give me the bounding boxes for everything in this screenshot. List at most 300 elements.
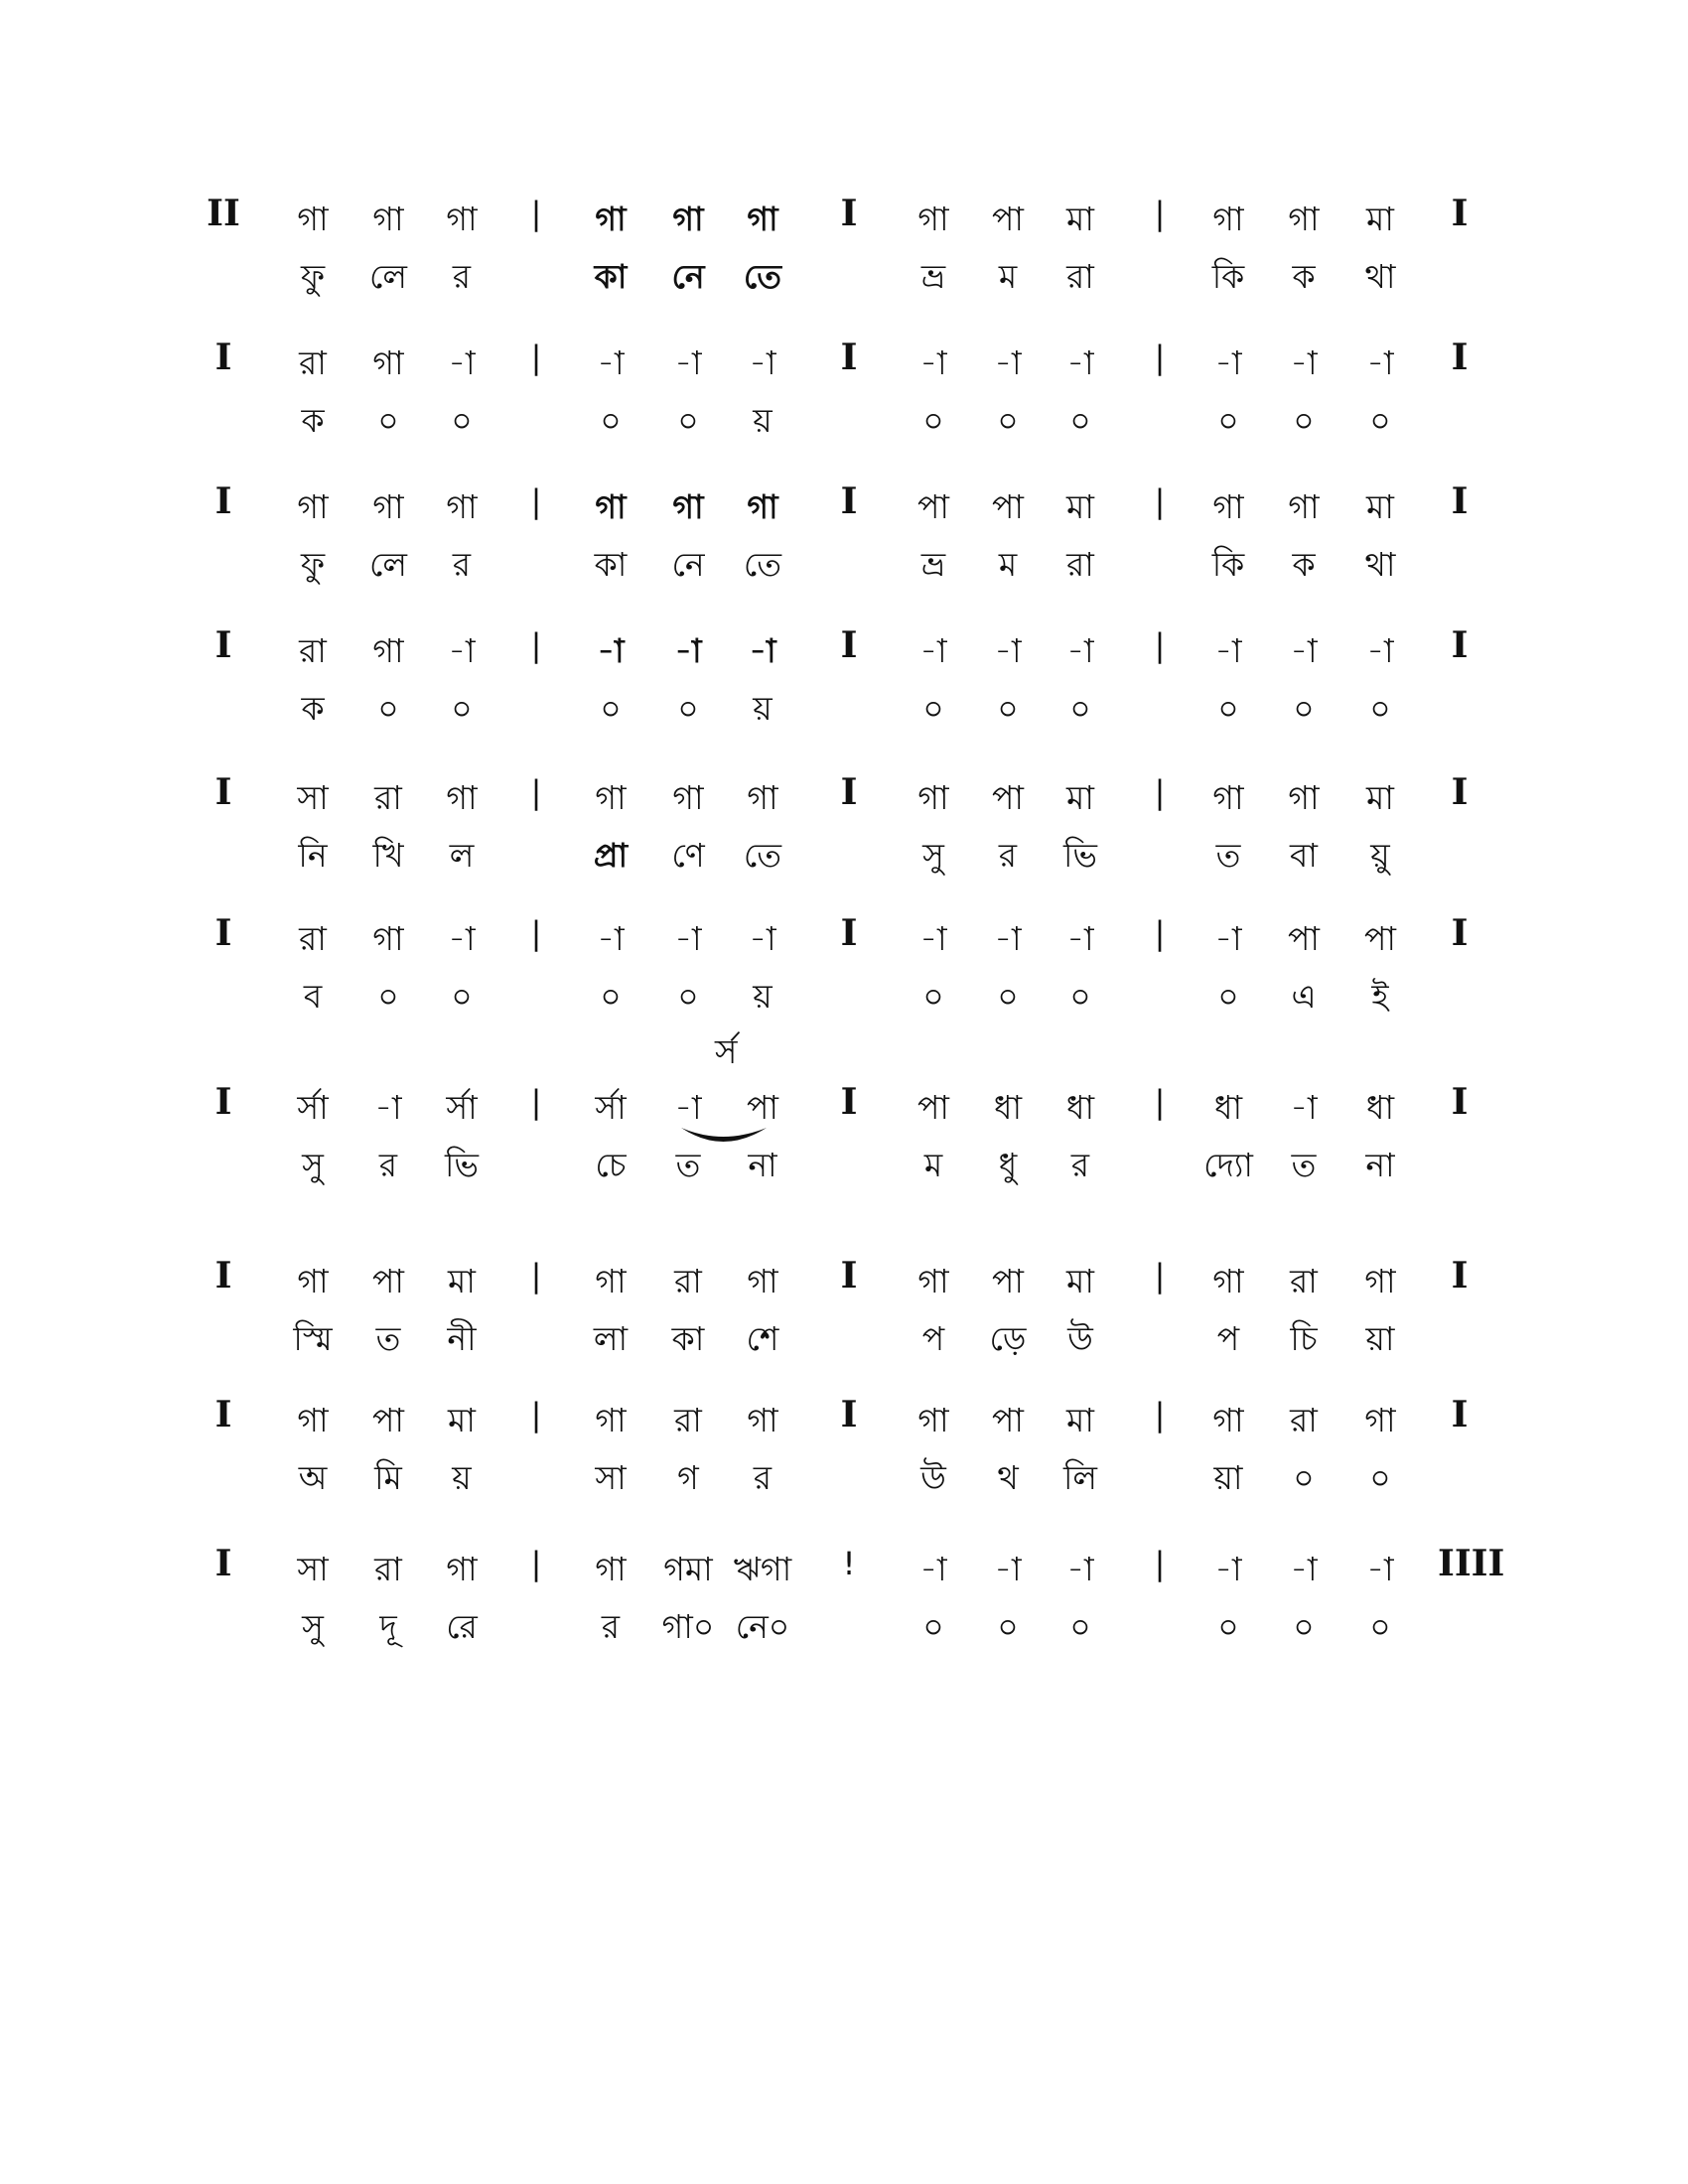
lyric-syllable: র <box>753 1458 773 1497</box>
lyric-syllable: তে <box>743 257 782 296</box>
swara-note: -া <box>597 919 625 958</box>
swara-note: -া <box>1066 1550 1094 1588</box>
bar-line-end: IIII <box>1438 1543 1505 1584</box>
swara-note: গা <box>917 1401 949 1439</box>
swara-note: গা <box>446 487 478 526</box>
bar-line-end: I <box>1451 1081 1469 1123</box>
lyric-syllable: য়া <box>1365 1319 1395 1358</box>
bar-line-barA: | <box>530 914 542 952</box>
lyric-syllable: প <box>921 1319 945 1358</box>
swara-note: -া <box>597 343 625 382</box>
lyric-syllable: ০ <box>1069 1607 1091 1646</box>
bar-line-barB: ! <box>842 1545 856 1582</box>
swara-note: ধা <box>1213 1088 1243 1127</box>
bar-line-barC: | <box>1154 1545 1166 1582</box>
lyric-syllable: ম <box>998 545 1018 584</box>
swara-note: র্সা <box>595 1088 627 1127</box>
swara-note: মা <box>448 1401 476 1439</box>
bar-line-barC: | <box>1154 339 1166 376</box>
lyric-syllable: ম <box>923 1146 943 1184</box>
bar-line-barC: | <box>1154 1083 1166 1121</box>
bar-line-end: I <box>1451 912 1469 954</box>
lyric-syllable: বা <box>1290 836 1318 875</box>
swara-note: পা <box>917 487 949 526</box>
swara-note: গা <box>446 778 478 817</box>
swara-note: গা <box>372 487 404 526</box>
swara-note: -া <box>994 343 1022 382</box>
swara-note: গা <box>1212 1262 1244 1300</box>
swara-note: গা <box>595 1401 627 1439</box>
lyric-syllable: ফু <box>300 257 326 296</box>
lyric-syllable: রে <box>446 1607 478 1646</box>
lyric-syllable: ০ <box>1217 401 1239 440</box>
lyric-syllable: ত <box>1215 836 1241 875</box>
swara-note: -া <box>674 343 702 382</box>
notation-line <box>0 1395 1688 1504</box>
bar-line-end: I <box>1451 337 1469 378</box>
swara-note: -া <box>674 919 702 958</box>
lyric-syllable: নে <box>671 257 705 296</box>
lyric-syllable: র <box>998 836 1018 875</box>
swara-note: -া <box>1214 631 1242 670</box>
lyric-syllable: ০ <box>922 689 944 728</box>
lyric-syllable: লে <box>369 545 407 584</box>
lyric-syllable: দূ <box>379 1607 397 1646</box>
swara-note: গা <box>917 1262 949 1300</box>
lyric-syllable: চি <box>1290 1319 1318 1358</box>
bar-line-start: I <box>214 1543 232 1584</box>
lyric-syllable: ০ <box>1293 1458 1315 1497</box>
swara-note: মা <box>1066 778 1094 817</box>
swara-note: ঋগা <box>733 1550 792 1588</box>
lyric-syllable: ভি <box>444 1146 480 1184</box>
swara-note: গা <box>747 487 778 526</box>
swara-note: গা <box>1364 1401 1396 1439</box>
lyric-syllable: লা <box>593 1319 629 1358</box>
lyric-syllable: নে <box>671 545 705 584</box>
lyric-syllable: ০ <box>1369 689 1391 728</box>
swara-note: রা <box>1290 1401 1318 1439</box>
swara-note: গা <box>747 200 778 238</box>
bar-line-barB: I <box>840 1255 858 1297</box>
swara-note: পা <box>917 1088 949 1127</box>
notation-line <box>0 913 1688 1023</box>
lyric-syllable: য়ু <box>1370 836 1390 875</box>
lyric-syllable: ০ <box>1369 401 1391 440</box>
swara-note: গা <box>297 200 329 238</box>
swara-note: রা <box>374 1550 402 1588</box>
notation-line <box>0 1032 1688 1191</box>
swara-note: পা <box>992 1401 1024 1439</box>
swara-note: র্সা <box>297 1088 329 1127</box>
lyric-syllable: গা০ <box>661 1607 715 1646</box>
lyric-syllable: ত <box>1291 1146 1317 1184</box>
lyric-syllable: ০ <box>377 977 399 1016</box>
slur-curve <box>681 1128 767 1142</box>
lyric-syllable: সু <box>922 836 944 875</box>
bar-line-barB: I <box>840 771 858 813</box>
swara-note: গা <box>595 1550 627 1588</box>
lyric-syllable: কা <box>671 1319 705 1358</box>
lyric-syllable: রা <box>1066 545 1094 584</box>
lyric-syllable: প <box>1216 1319 1240 1358</box>
lyric-syllable: ০ <box>600 689 622 728</box>
lyric-syllable: উ <box>1067 1319 1093 1358</box>
lyric-syllable: ফু <box>300 545 326 584</box>
lyric-syllable: প্রা <box>593 836 629 875</box>
lyric-syllable: ত <box>375 1319 401 1358</box>
notation-line <box>0 194 1688 303</box>
notation-line <box>0 338 1688 447</box>
swara-note: ধা <box>1065 1088 1095 1127</box>
swara-note: -া <box>994 631 1022 670</box>
lyric-syllable: ০ <box>377 689 399 728</box>
bar-line-barB: I <box>840 337 858 378</box>
swara-note: -া <box>919 1550 947 1588</box>
lyric-syllable: ০ <box>922 1607 944 1646</box>
lyric-syllable: এ <box>1291 977 1317 1016</box>
swara-note: পা <box>372 1262 404 1300</box>
lyric-syllable: মি <box>374 1458 402 1497</box>
lyric-syllable: ০ <box>1293 401 1315 440</box>
bar-line-end: I <box>1451 1255 1469 1297</box>
lyric-syllable: তে <box>743 545 782 584</box>
swara-note: গা <box>1364 1262 1396 1300</box>
bar-line-barA: | <box>530 339 542 376</box>
lyric-syllable: য়া <box>1213 1458 1243 1497</box>
lyric-syllable: ০ <box>677 689 699 728</box>
swara-note: গা <box>595 1262 627 1300</box>
lyric-syllable: ভি <box>1062 836 1098 875</box>
lyric-syllable: উ <box>920 1458 946 1497</box>
swara-note: গা <box>297 1262 329 1300</box>
swara-note: গা <box>595 778 627 817</box>
notation-line <box>0 772 1688 882</box>
lyric-syllable: ম <box>998 257 1018 296</box>
bar-line-barA: | <box>530 482 542 520</box>
lyric-syllable: ০ <box>997 1607 1019 1646</box>
swara-note: গা <box>1212 487 1244 526</box>
bar-line-barA: | <box>530 1545 542 1582</box>
swara-note: গা <box>917 778 949 817</box>
bar-line-barA: | <box>530 1083 542 1121</box>
bar-line-barA: | <box>530 1257 542 1295</box>
lyric-syllable: থা <box>1364 257 1396 296</box>
swara-note: গা <box>1288 487 1320 526</box>
lyric-syllable: ০ <box>451 977 473 1016</box>
notation-line <box>0 625 1688 735</box>
lyric-syllable: ০ <box>1369 1458 1391 1497</box>
bar-line-barA: | <box>530 195 542 232</box>
swara-note: -া <box>1066 631 1094 670</box>
bar-line-barB: I <box>840 912 858 954</box>
lyric-syllable: সু <box>302 1607 324 1646</box>
swara-note: -া <box>1366 1550 1394 1588</box>
lyric-syllable: ড়ে <box>989 1319 1027 1358</box>
swara-note: রা <box>299 343 327 382</box>
bar-line-barC: | <box>1154 482 1166 520</box>
swara-note: -া <box>749 919 776 958</box>
lyric-syllable: ভ্র <box>920 257 946 296</box>
swara-note: গা <box>747 1401 778 1439</box>
lyric-syllable: কি <box>1211 545 1245 584</box>
lyric-syllable: না <box>1365 1146 1395 1184</box>
swara-note: সা <box>297 778 329 817</box>
lyric-syllable: ০ <box>1069 401 1091 440</box>
lyric-syllable: ০ <box>451 689 473 728</box>
lyric-syllable: ০ <box>997 977 1019 1016</box>
lyric-syllable: ০ <box>1069 689 1091 728</box>
bar-line-barC: | <box>1154 195 1166 232</box>
swara-note: মা <box>1066 200 1094 238</box>
lyric-syllable: থা <box>1364 545 1396 584</box>
swara-note: মা <box>1066 487 1094 526</box>
swara-note: গা <box>1288 778 1320 817</box>
lyric-syllable: ধু <box>998 1146 1018 1184</box>
swara-note: গা <box>446 1550 478 1588</box>
lyric-syllable: সু <box>302 1146 324 1184</box>
swara-note: পা <box>372 1401 404 1439</box>
bar-line-start: I <box>214 771 232 813</box>
lyric-syllable: ০ <box>1293 689 1315 728</box>
lyric-syllable: ০ <box>677 401 699 440</box>
swara-note: পা <box>1288 919 1320 958</box>
lyric-syllable: য় <box>753 689 773 728</box>
lyric-syllable: ০ <box>677 977 699 1016</box>
bar-line-start: I <box>214 480 232 522</box>
swara-note: -া <box>448 343 476 382</box>
lyric-syllable: ০ <box>1069 977 1091 1016</box>
lyric-syllable: ০ <box>922 977 944 1016</box>
swara-note: -া <box>1214 919 1242 958</box>
lyric-syllable: ক <box>1292 545 1316 584</box>
bar-line-barC: | <box>1154 1396 1166 1433</box>
swara-note: রা <box>299 919 327 958</box>
lyric-syllable: কি <box>1211 257 1245 296</box>
bar-line-end: I <box>1451 193 1469 234</box>
bar-line-barB: I <box>840 480 858 522</box>
lyric-syllable: ০ <box>922 401 944 440</box>
swara-note: গা <box>747 1262 778 1300</box>
lyric-syllable: ণে <box>671 836 705 875</box>
bar-line-start: I <box>214 1255 232 1297</box>
grace-note: র্স <box>715 1032 738 1072</box>
lyric-syllable: স্মি <box>293 1319 333 1358</box>
swara-note: রা <box>374 778 402 817</box>
lyric-syllable: সা <box>595 1458 627 1497</box>
bar-line-barB: I <box>840 624 858 666</box>
lyric-syllable: ০ <box>600 977 622 1016</box>
swara-note: -া <box>1290 343 1318 382</box>
lyric-syllable: ০ <box>1217 977 1239 1016</box>
swara-note: ধা <box>1365 1088 1395 1127</box>
swara-note: গা <box>297 1401 329 1439</box>
swara-note: -া <box>1366 631 1394 670</box>
swara-note: -া <box>597 631 625 670</box>
swara-note: -া <box>1214 1550 1242 1588</box>
swara-note: গা <box>672 200 704 238</box>
bar-line-end: I <box>1451 480 1469 522</box>
bar-line-barC: | <box>1154 626 1166 664</box>
swara-note: -া <box>994 1550 1022 1588</box>
bar-line-barC: | <box>1154 773 1166 811</box>
bar-line-barC: | <box>1154 1257 1166 1295</box>
lyric-syllable: ০ <box>451 401 473 440</box>
lyric-syllable: ০ <box>600 401 622 440</box>
swara-note: গা <box>1212 1401 1244 1439</box>
lyric-syllable: ক <box>301 401 325 440</box>
swara-note: -া <box>919 919 947 958</box>
lyric-syllable: ব <box>303 977 323 1016</box>
swara-note: গা <box>747 778 778 817</box>
lyric-syllable: র <box>378 1146 398 1184</box>
swara-note: গা <box>372 631 404 670</box>
swara-note: গা <box>446 200 478 238</box>
bar-line-start: I <box>214 1394 232 1435</box>
bar-line-start: I <box>214 1081 232 1123</box>
lyric-syllable: তে <box>743 836 782 875</box>
bar-line-start: I <box>214 624 232 666</box>
lyric-syllable: ভ্র <box>920 545 946 584</box>
lyric-syllable: ০ <box>377 401 399 440</box>
swara-note: পা <box>1364 919 1396 958</box>
swara-note: গা <box>372 343 404 382</box>
bar-line-barA: | <box>530 773 542 811</box>
swara-note: গা <box>672 778 704 817</box>
swara-note: -া <box>448 919 476 958</box>
lyric-syllable: শে <box>746 1319 779 1358</box>
lyric-syllable: না <box>748 1146 777 1184</box>
swara-note: গা <box>372 200 404 238</box>
lyric-syllable: য় <box>753 977 773 1016</box>
lyric-syllable: ল <box>449 836 475 875</box>
lyric-syllable: থ <box>997 1458 1019 1497</box>
swara-note: পা <box>992 1262 1024 1300</box>
lyric-syllable: য় <box>753 401 773 440</box>
swara-note: -া <box>374 1088 402 1127</box>
notation-line <box>0 1544 1688 1653</box>
swara-note: -া <box>1066 343 1094 382</box>
swara-note: -া <box>749 631 776 670</box>
lyric-syllable: র <box>452 545 472 584</box>
swara-note: গা <box>372 919 404 958</box>
swara-note: গা <box>1212 200 1244 238</box>
lyric-syllable: কা <box>594 545 628 584</box>
swara-note: পা <box>992 487 1024 526</box>
swara-note: মা <box>448 1262 476 1300</box>
notation-line <box>0 1256 1688 1365</box>
lyric-syllable: রা <box>1066 257 1094 296</box>
swara-note: -া <box>1214 343 1242 382</box>
lyric-syllable: লে <box>369 257 407 296</box>
swara-note: গা <box>595 200 627 238</box>
swara-note: গা <box>1288 200 1320 238</box>
swara-note: পা <box>747 1088 778 1127</box>
swara-note: গমা <box>663 1550 713 1588</box>
swara-note: -া <box>919 631 947 670</box>
swara-note: র্সা <box>446 1088 478 1127</box>
lyric-syllable: গ <box>677 1458 699 1497</box>
bar-line-start: I <box>214 912 232 954</box>
swara-note: -া <box>919 343 947 382</box>
bar-line-start: I <box>214 337 232 378</box>
swara-note: -া <box>1066 919 1094 958</box>
swara-note: -া <box>1290 1088 1318 1127</box>
swara-note: পা <box>992 778 1024 817</box>
swara-note: -া <box>994 919 1022 958</box>
swara-note: -া <box>1366 343 1394 382</box>
bar-line-end: I <box>1451 771 1469 813</box>
lyric-syllable: র <box>601 1607 621 1646</box>
lyric-syllable: য় <box>452 1458 472 1497</box>
swara-note: -া <box>749 343 776 382</box>
lyric-syllable: নে০ <box>735 1607 790 1646</box>
swara-note: রা <box>1290 1262 1318 1300</box>
lyric-syllable: ০ <box>1369 1607 1391 1646</box>
bar-line-end: I <box>1451 1394 1469 1435</box>
bar-line-barB: I <box>840 1394 858 1435</box>
notation-line <box>0 481 1688 591</box>
swara-note: গা <box>917 200 949 238</box>
swara-note: -া <box>1290 631 1318 670</box>
swara-note: মা <box>1366 778 1394 817</box>
swara-note: -া <box>448 631 476 670</box>
swara-note: -া <box>674 1088 702 1127</box>
lyric-syllable: র <box>452 257 472 296</box>
lyric-syllable: লি <box>1062 1458 1098 1497</box>
lyric-syllable: দ্যো <box>1203 1146 1253 1184</box>
slur-mark <box>675 1120 774 1160</box>
swara-note: -া <box>1290 1550 1318 1588</box>
swara-note: রা <box>674 1401 702 1439</box>
swara-note: মা <box>1366 487 1394 526</box>
lyric-syllable: নী <box>447 1319 477 1358</box>
lyric-syllable: ০ <box>1217 1607 1239 1646</box>
swara-note: -া <box>674 631 702 670</box>
swara-note: গা <box>672 487 704 526</box>
lyric-syllable: ০ <box>997 401 1019 440</box>
swara-note: মা <box>1366 200 1394 238</box>
swara-note: গা <box>297 487 329 526</box>
lyric-syllable: ০ <box>997 689 1019 728</box>
lyric-syllable: ০ <box>1293 1607 1315 1646</box>
bar-line-barA: | <box>530 626 542 664</box>
bar-line-barC: | <box>1154 914 1166 952</box>
lyric-syllable: নি <box>298 836 328 875</box>
swara-note: সা <box>297 1550 329 1588</box>
lyric-syllable: ক <box>301 689 325 728</box>
swara-note: গা <box>1212 778 1244 817</box>
lyric-syllable: র <box>1070 1146 1090 1184</box>
swara-note: গা <box>595 487 627 526</box>
lyric-syllable: ক <box>1292 257 1316 296</box>
swara-note: রা <box>299 631 327 670</box>
bar-line-start: II <box>207 193 240 234</box>
lyric-syllable: অ <box>298 1458 328 1497</box>
bar-line-barB: I <box>840 1081 858 1123</box>
bar-line-barA: | <box>530 1396 542 1433</box>
lyric-syllable: ত <box>675 1146 701 1184</box>
lyric-syllable: কা <box>594 257 628 296</box>
bar-line-end: I <box>1451 624 1469 666</box>
swara-note: মা <box>1066 1262 1094 1300</box>
lyric-syllable: খি <box>372 836 404 875</box>
lyric-syllable: ই <box>1371 977 1389 1016</box>
lyric-syllable: চে <box>595 1146 627 1184</box>
swara-note: মা <box>1066 1401 1094 1439</box>
lyric-syllable: ০ <box>1217 689 1239 728</box>
swara-note: ধা <box>993 1088 1023 1127</box>
